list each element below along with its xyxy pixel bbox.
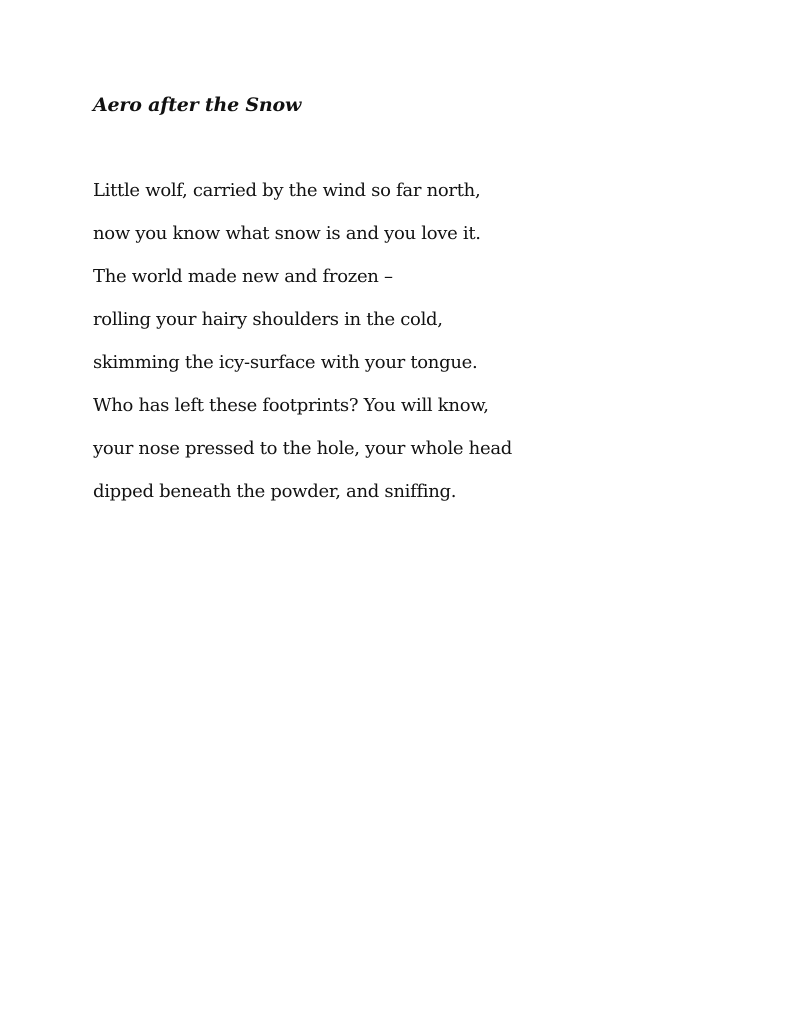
poem-line: The world made new and frozen – [93,266,393,287]
poem-stanza [93,176,733,520]
poem-line: your nose pressed to the hole, your whole head [93,438,512,459]
poem-line: Little wolf, carried by the wind so far north, [93,180,481,201]
poem-line: rolling your hairy shoulders in the cold, [93,309,443,330]
poem-line: dipped beneath the powder, and sniffing. [93,481,457,502]
poem-title: Aero after the Snow [93,94,302,116]
poem-line: skimming the icy-surface with your tongue. [93,352,478,373]
poem-line: Who has left these footprints? You will know, [93,395,489,416]
poem-line: now you know what snow is and you love it. [93,223,481,244]
